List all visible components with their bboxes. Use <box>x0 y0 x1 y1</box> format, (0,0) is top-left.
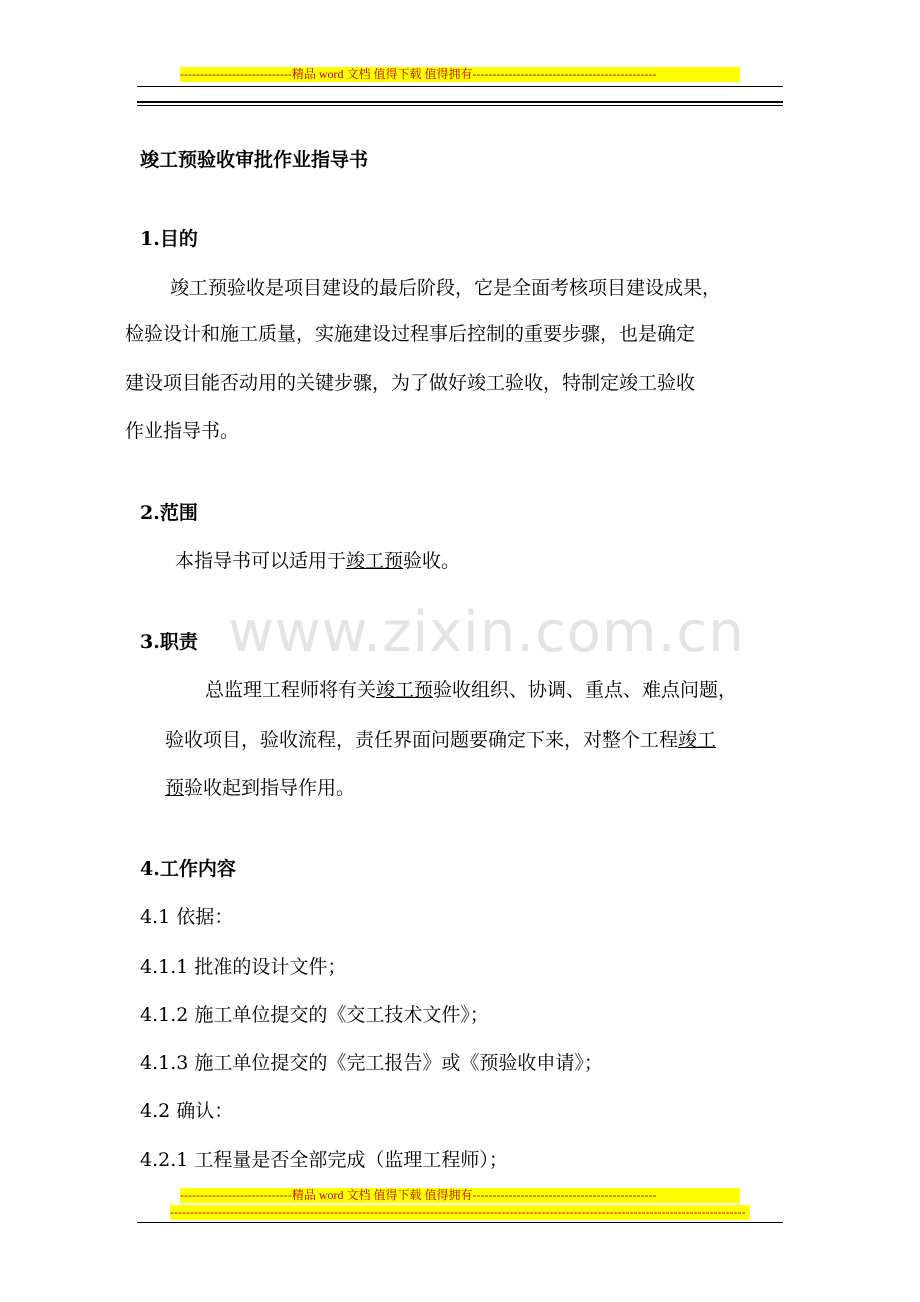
footer-banner-dashes: ------------------------------------------------------------------------------------------------------------------------------------------------ <box>170 1205 750 1220</box>
purpose-line: 建设项目能否动用的关键步骤，为了做好竣工验收，特制定竣工验收 <box>125 372 696 394</box>
section-work-heading: 4.工作内容 <box>140 858 236 880</box>
duty-line <box>165 776 355 800</box>
purpose-line: 竣工预验收是项目建设的最后阶段，它是全面考核项目建设成果， <box>170 277 722 299</box>
duty-underlined-term: 竣工预 <box>376 679 434 701</box>
work-item: 4.1.1 批准的设计文件； <box>140 956 347 978</box>
duty-line <box>205 678 737 702</box>
footer-rule <box>137 1222 783 1223</box>
work-item: 4.2 确认： <box>140 1100 234 1122</box>
footer-banner: ----------------------------精品 word 文档 值得下载 值得拥有---------------------------------------------- <box>180 1188 740 1203</box>
header-rule-double-1 <box>137 101 783 103</box>
section-duty-heading: 3.职责 <box>140 631 198 653</box>
work-item: 4.2.1 工程量是否全部完成（监理工程师）； <box>140 1149 508 1171</box>
work-item: 4.1.3 施工单位提交的《完工报告》或《预验收申请》； <box>140 1052 603 1074</box>
header-banner: ----------------------------精品 word 文档 值得下载 值得拥有---------------------------------------------- <box>180 67 740 82</box>
section-scope-heading: 2.范围 <box>140 502 198 524</box>
header-rule-double-2 <box>137 105 783 106</box>
work-item: 4.1 依据： <box>140 906 234 928</box>
work-item: 4.1.2 施工单位提交的《交工技术文件》； <box>140 1004 489 1026</box>
purpose-line: 检验设计和施工质量，实施建设过程事后控制的重要步骤，也是确定 <box>125 323 696 345</box>
purpose-line: 作业指导书。 <box>125 420 240 442</box>
duty-text: 验收组织、协调、重点、难点问题， <box>433 679 738 701</box>
scope-underlined-term: 竣工预 <box>346 550 404 572</box>
duty-text: 验收项目，验收流程，责任界面问题要确定下来，对整个工程 <box>165 729 679 751</box>
duty-line <box>165 728 716 752</box>
scope-text-end: 验收。 <box>403 550 461 572</box>
document-title: 竣工预验收审批作业指导书 <box>140 149 369 171</box>
site-watermark: www.zixin.com.cn <box>228 600 745 665</box>
section-purpose-heading: 1.目的 <box>140 228 198 250</box>
duty-underlined-term: 预 <box>165 777 185 799</box>
duty-underlined-term: 竣工 <box>678 729 717 751</box>
scope-text: 本指导书可以适用于 <box>175 550 347 572</box>
duty-text: 总监理工程师将有关 <box>205 679 377 701</box>
duty-text: 验收起到指导作用。 <box>184 777 356 799</box>
header-rule-top <box>137 86 783 87</box>
scope-paragraph <box>175 549 460 573</box>
